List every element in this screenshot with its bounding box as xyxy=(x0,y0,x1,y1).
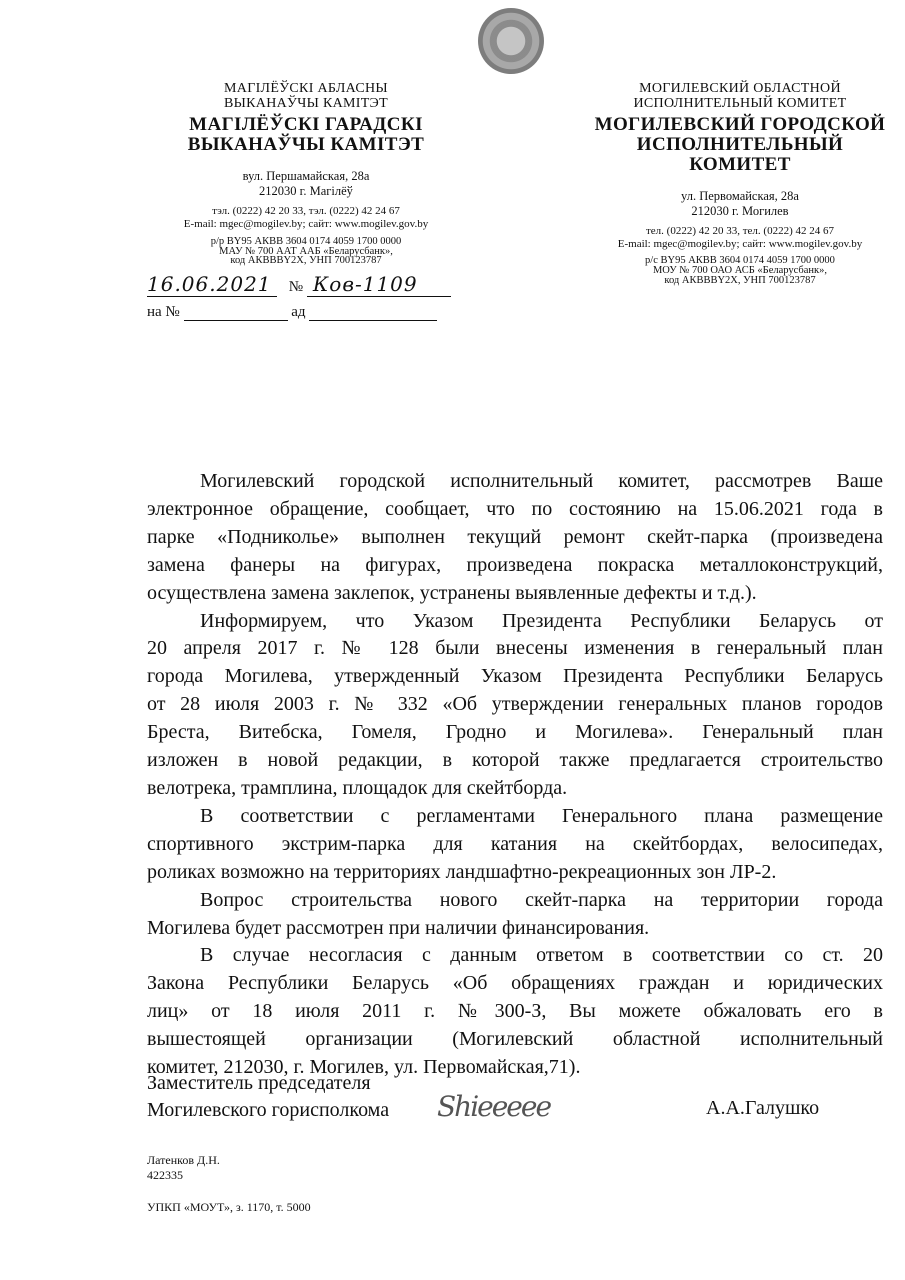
reply-date-field xyxy=(309,304,437,321)
region-line: ИСПОЛНИТЕЛЬНЫЙ КОМИТЕТ xyxy=(633,95,847,111)
text-line: осуществлена замена заклепок, устранены выявленные дефекты и т.д.). xyxy=(147,581,757,604)
address-line: вул. Першамайская, 28а xyxy=(242,169,370,184)
text-line: комитет, 212030, г. Могилев, ул. Первомайская,71). xyxy=(147,1056,581,1079)
position-line: Могилевского горисполкома xyxy=(147,1099,390,1121)
region-line: ВЫКАНАЎЧЫ КАМІТЭТ xyxy=(224,95,388,111)
region-name xyxy=(585,82,895,111)
text-line: электронное обращение, сообщает, что по состоянию на 15.06.2021 года в xyxy=(147,497,883,520)
signatory-name: А.А.Галушко xyxy=(706,1097,820,1119)
text-line: Вопрос строительства нового скейт-парка на территории города xyxy=(200,888,883,911)
text-line: изложен в новой редакции, в которой также предлагается строительство xyxy=(147,749,883,772)
executor-phone: 422335 xyxy=(147,1168,183,1182)
executor-name: Латенков Д.Н. xyxy=(147,1153,220,1167)
bank-line: код АКВВВY2Х, УНП 700123787 xyxy=(230,255,382,267)
contacts xyxy=(150,205,462,230)
text-line: 20 апреля 2017 г. № 128 были внесены изменения в генеральный план xyxy=(147,637,883,660)
text-line: Бреста, Витебска, Гомеля, Гродно и Могилева». Генеральный план xyxy=(147,721,883,744)
paragraph xyxy=(147,803,883,887)
bank-line: МОУ № 700 ОАО АСБ «Беларусбанк», xyxy=(652,265,828,277)
address xyxy=(585,189,895,219)
email-line: E-mail: mgec@mogilev.by; сайт: www.mogilev.gov.by xyxy=(183,217,429,230)
text-line: В соответствии с регламентами Генерального плана размещение xyxy=(200,804,883,827)
bank-line: р/р BY95 АКВВ 3604 0174 4059 1700 0000 xyxy=(210,235,402,247)
paragraph xyxy=(147,608,883,803)
text-line: спортивного экстрим-парка для катания на скейтбордах, велосипедах, xyxy=(147,832,883,855)
org-name xyxy=(150,115,462,155)
handwritten-signature: Shieeeee xyxy=(437,1090,551,1123)
text-line: Информируем, что Указом Президента Республики Беларусь от xyxy=(200,609,883,632)
text-line: Закона Республики Беларусь «Об обращениях граждан и юридических xyxy=(147,972,883,995)
address-line: ул. Первомайская, 28а xyxy=(681,189,799,204)
text-line: от 28 июля 2003 г. № 332 «Об утверждении генеральных планов городов xyxy=(147,693,883,716)
bank-line: код АКВВВY2Х, УНП 700123787 xyxy=(664,275,816,287)
address-line: 212030 г. Могилев xyxy=(691,204,789,219)
address-line: 212030 г. Магілёў xyxy=(259,184,353,199)
outgoing-date: 16.06.2021 xyxy=(147,272,277,297)
address xyxy=(150,169,462,199)
paragraph xyxy=(147,887,883,943)
paragraph xyxy=(147,942,883,1082)
region-name xyxy=(150,82,462,111)
header-belarusian xyxy=(150,82,462,266)
letter-body xyxy=(147,468,883,1082)
bank-details xyxy=(150,237,462,267)
header-russian xyxy=(585,82,895,286)
text-line: Могилевский городской исполнительный комитет, рассмотрев Ваше xyxy=(200,470,883,492)
outgoing-number: Ков-1109 xyxy=(307,272,451,297)
text-line: лиц» от 18 июля 2011 г. №300-З, Вы можете обжаловать его в xyxy=(147,1000,883,1023)
text-line: вышестоящей организации (Могилевский областной исполнительный xyxy=(147,1028,883,1051)
contacts xyxy=(585,225,895,250)
position-line: Заместитель председателя xyxy=(147,1072,371,1094)
email-line: E-mail: mgec@mogilev.by; сайт: www.mogilev.gov.by xyxy=(617,237,863,250)
org-line: МАГІЛЁЎСКІ ГАРАДСКІ xyxy=(189,114,423,136)
printer-info: УПКП «МОУТ», з. 1170, т. 5000 xyxy=(147,1200,311,1214)
reply-from-label: ад xyxy=(291,304,306,320)
bank-line: р/с BY95 АКВВ 3604 0174 4059 1700 0000 xyxy=(645,255,835,267)
text-line: замена фанеры на фигурах, произведена покраска металлоконструкций, xyxy=(147,553,883,576)
org-line: ВЫКАНАЎЧЫ КАМІТЭТ xyxy=(187,134,425,156)
paragraph xyxy=(147,468,883,608)
phone-line: тел. (0222) 42 20 33, тел. (0222) 42 24 67 xyxy=(645,225,834,238)
bank-line: МАУ № 700 ААТ ААБ «Беларусбанк», xyxy=(219,245,393,257)
org-line: ИСПОЛНИТЕЛЬНЫЙ КОМИТЕТ xyxy=(636,134,844,176)
text-line: роликах возможно на территориях ландшафтно-рекреационных зон ЛР-2. xyxy=(147,860,777,883)
registration-line xyxy=(147,272,457,294)
text-line: Могилева будет рассмотрен при наличии финансирования. xyxy=(147,916,650,939)
text-line: велотрека, трамплина, площадок для скейтборда. xyxy=(147,776,568,799)
phone-line: тэл. (0222) 42 20 33, тэл. (0222) 42 24 67 xyxy=(212,205,400,218)
bank-details xyxy=(585,256,895,286)
reply-number-field xyxy=(184,304,288,321)
text-line: города Могилева, утвержденный Указом Президента Республики Беларусь xyxy=(147,665,883,688)
region-line: МОГИЛЕВСКИЙ ОБЛАСТНОЙ xyxy=(639,81,841,96)
reply-line xyxy=(147,304,457,326)
executor-info xyxy=(147,1153,220,1183)
text-line: парке «Подникольe» выполнен текущий ремонт скейт-парка (произведена xyxy=(147,525,883,548)
signatory-position xyxy=(147,1070,389,1124)
org-line: МОГИЛЕВСКИЙ ГОРОДСКОЙ xyxy=(594,114,886,136)
text-line: В случае несогласия с данным ответом в соответствии со ст. 20 xyxy=(200,944,883,967)
reply-to-label: на № xyxy=(147,304,180,320)
state-emblem xyxy=(478,8,544,74)
number-label: № xyxy=(288,279,304,295)
region-line: МАГІЛЁЎСКІ АБЛАСНЫ xyxy=(224,81,388,96)
org-name xyxy=(585,115,895,175)
